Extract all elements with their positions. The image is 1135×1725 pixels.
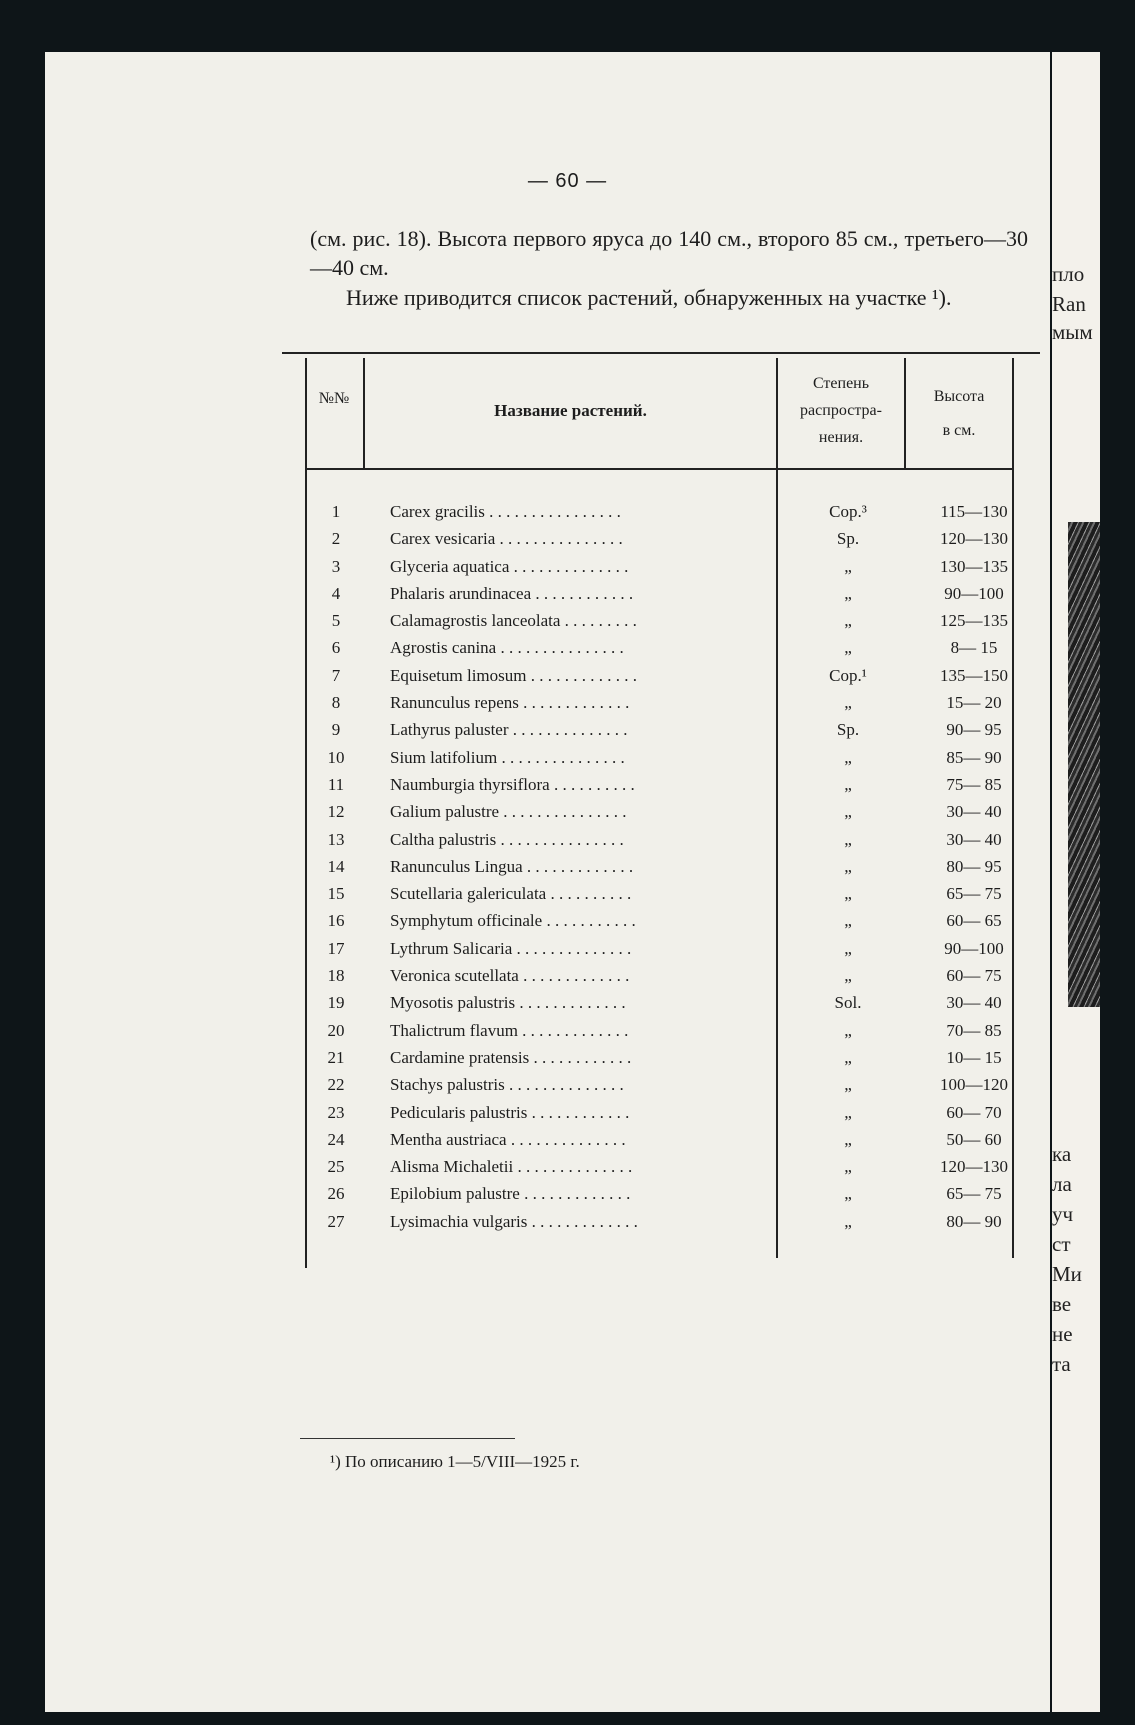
- table-row: [300, 498, 1014, 525]
- plant-height: 70— 85: [946, 1020, 1002, 1040]
- plant-name: Naumburgia thyrsiflora . . . . . . . . . .: [390, 774, 635, 794]
- plant-name: Ranunculus repens . . . . . . . . . . . . .: [390, 693, 630, 713]
- row-number: 13: [327, 829, 345, 849]
- plant-name: Lythrum Salicaria . . . . . . . . . . . . . .: [390, 938, 632, 958]
- distribution-degree: „: [844, 856, 852, 876]
- table-row: [300, 880, 1014, 907]
- header-name: Название растений.: [494, 401, 647, 420]
- plant-name: Veronica scutellata . . . . . . . . . . . . .: [390, 966, 630, 986]
- header-degree: [778, 370, 904, 451]
- distribution-degree: „: [844, 966, 852, 986]
- adjacent-text-fragment: мым: [1052, 320, 1093, 344]
- plant-height: 130—135: [940, 556, 1008, 576]
- row-number: 26: [327, 1184, 345, 1204]
- adjacent-text-fragment: ве: [1052, 1292, 1072, 1316]
- plant-name: Cardamine pratensis . . . . . . . . . . . .: [390, 1047, 632, 1067]
- plant-height: 60— 65: [946, 911, 1002, 931]
- header-height: [906, 380, 1012, 448]
- plant-height: 65— 75: [946, 884, 1002, 904]
- distribution-degree: „: [844, 583, 852, 603]
- distribution-degree: „: [844, 911, 852, 931]
- plant-name: Epilobium palustre . . . . . . . . . . . . .: [390, 1184, 631, 1204]
- distribution-degree: „: [844, 1129, 852, 1149]
- row-number: 4: [331, 583, 341, 603]
- plant-height: 30— 40: [946, 802, 1002, 822]
- row-number: 2: [331, 529, 341, 549]
- row-number: 1: [331, 502, 341, 521]
- plant-name: Myosotis palustris . . . . . . . . . . . . .: [390, 993, 626, 1013]
- distribution-degree: „: [844, 556, 852, 576]
- plant-name: Lathyrus paluster . . . . . . . . . . . . . .: [390, 720, 628, 740]
- plant-height: 80— 95: [946, 856, 1002, 876]
- table-row: [300, 935, 1014, 962]
- table-row: [300, 771, 1014, 798]
- plant-name: Mentha austriaca . . . . . . . . . . . . . .: [390, 1129, 626, 1149]
- plant-name: Ranunculus Lingua . . . . . . . . . . . . .: [390, 856, 634, 876]
- plant-height: 60— 70: [946, 1102, 1002, 1122]
- row-number: 12: [327, 802, 345, 822]
- plant-height: 75— 85: [946, 774, 1002, 794]
- footnote: ¹) По описанию 1—5/VIII—1925 г.: [330, 1452, 580, 1471]
- distribution-degree: Sp.: [836, 529, 860, 549]
- table-row: [300, 689, 1014, 716]
- adjacent-text-fragment: уч: [1052, 1202, 1074, 1226]
- distribution-degree: „: [844, 884, 852, 904]
- plant-height: 90—100: [944, 938, 1004, 958]
- row-number: 6: [331, 638, 341, 658]
- distribution-degree: „: [844, 829, 852, 849]
- row-number: 5: [331, 611, 341, 631]
- adjacent-text-fragment: Ми: [1052, 1262, 1082, 1286]
- plant-height: 15— 20: [946, 693, 1002, 713]
- adjacent-page-strip: [1052, 52, 1100, 1712]
- plant-name: Sium latifolium . . . . . . . . . . . . . . .: [390, 747, 625, 767]
- plant-name: Phalaris arundinacea . . . . . . . . . . . .: [390, 583, 634, 603]
- row-number: 23: [327, 1102, 345, 1122]
- paragraph-intro: (см. рис. 18). Высота первого яруса до 140 см., второго 85 см., третьего—30—40 см.: [310, 226, 1028, 280]
- distribution-degree: Cop.¹: [829, 665, 867, 685]
- table-row: [300, 1126, 1014, 1153]
- table-row: [300, 989, 1014, 1016]
- plant-height: 50— 60: [946, 1129, 1002, 1149]
- table-row: [300, 1071, 1014, 1098]
- distribution-degree: „: [844, 1184, 852, 1204]
- table-row: [300, 1044, 1014, 1071]
- table-row: [300, 1208, 1014, 1235]
- adjacent-text-fragment: ка: [1052, 1142, 1072, 1166]
- distribution-degree: „: [844, 938, 852, 958]
- distribution-degree: „: [844, 1020, 852, 1040]
- row-number: 27: [327, 1211, 345, 1231]
- adjacent-text-fragment: ла: [1052, 1172, 1072, 1196]
- row-number: 22: [327, 1075, 345, 1095]
- plant-height: 8— 15: [950, 638, 998, 658]
- row-number: 9: [331, 720, 341, 740]
- table-row: [300, 634, 1014, 661]
- plant-height: 125—135: [940, 611, 1008, 631]
- table-row: [300, 798, 1014, 825]
- header-degree-line: Степень: [812, 375, 870, 392]
- plant-name: Alisma Michaletii . . . . . . . . . . . . . .: [390, 1157, 633, 1177]
- table-row: [300, 826, 1014, 853]
- table-row: [300, 853, 1014, 880]
- row-number: 7: [331, 665, 341, 685]
- plant-name: Carex gracilis . . . . . . . . . . . . . . . .: [390, 502, 621, 521]
- plant-height: 65— 75: [946, 1184, 1002, 1204]
- row-number: 19: [327, 993, 345, 1013]
- plant-name: Agrostis canina . . . . . . . . . . . . . . .: [390, 638, 624, 658]
- adjacent-text-fragment: Ran: [1052, 292, 1086, 316]
- plant-height: 115—130: [940, 502, 1008, 521]
- plant-name: Scutellaria galericulata . . . . . . . . . .: [390, 884, 632, 904]
- plant-name: Symphytum officinale . . . . . . . . . . .: [390, 911, 636, 931]
- distribution-degree: „: [844, 747, 852, 767]
- table-row: [300, 607, 1014, 634]
- row-number: 17: [327, 938, 345, 958]
- plant-name: Equisetum limosum . . . . . . . . . . . . .: [390, 665, 637, 685]
- distribution-degree: Cop.³: [829, 502, 867, 521]
- plant-height: 10— 15: [946, 1047, 1002, 1067]
- table-row: [300, 716, 1014, 743]
- row-number: 10: [327, 747, 345, 767]
- adjacent-text-fragment: та: [1052, 1352, 1071, 1376]
- adjacent-text-fragment: пло: [1052, 262, 1085, 286]
- row-number: 21: [327, 1047, 345, 1067]
- plant-height: 135—150: [940, 665, 1008, 685]
- adjacent-text-fragment: не: [1052, 1322, 1073, 1346]
- row-number: 18: [327, 966, 345, 986]
- row-number: 14: [327, 856, 345, 876]
- plant-height: 30— 40: [946, 993, 1002, 1013]
- plant-name: Lysimachia vulgaris . . . . . . . . . . . . .: [390, 1211, 638, 1231]
- row-number: 16: [327, 911, 345, 931]
- plant-height: 90— 95: [946, 720, 1002, 740]
- distribution-degree: „: [844, 693, 852, 713]
- plant-name: Carex vesicaria . . . . . . . . . . . . . . .: [390, 529, 623, 549]
- distribution-degree: „: [844, 802, 852, 822]
- table-row: [300, 1017, 1014, 1044]
- plant-name: Glyceria aquatica . . . . . . . . . . . . . .: [390, 556, 629, 576]
- plant-height: 85— 90: [946, 747, 1002, 767]
- plant-table-body: [300, 498, 1014, 1235]
- distribution-degree: „: [844, 1211, 852, 1231]
- row-number: 11: [327, 774, 345, 794]
- table-top-rule: [282, 352, 1040, 354]
- header-degree-line: распростра-: [800, 402, 882, 419]
- header-height-line: Высота: [933, 388, 985, 405]
- table-row: [300, 1180, 1014, 1207]
- plant-height: 60— 75: [946, 966, 1002, 986]
- table-row: [300, 662, 1014, 689]
- table-row: [300, 962, 1014, 989]
- plant-name: Pedicularis palustris . . . . . . . . . . . .: [390, 1102, 630, 1122]
- adjacent-text-fragment: ст: [1052, 1232, 1071, 1256]
- plant-height: 100—120: [940, 1075, 1008, 1095]
- header-no: №№: [318, 390, 350, 407]
- table-row: [300, 525, 1014, 552]
- distribution-degree: „: [844, 1102, 852, 1122]
- header-degree-line: нения.: [818, 429, 864, 446]
- paragraph-list-intro: Ниже приводится список растений, обнаруженных на участке ¹).: [346, 285, 952, 310]
- plant-height: 30— 40: [946, 829, 1002, 849]
- table-row: [300, 1099, 1014, 1126]
- table-row: [300, 744, 1014, 771]
- distribution-degree: „: [844, 1075, 852, 1095]
- row-number: 3: [331, 556, 341, 576]
- table-row: [300, 1153, 1014, 1180]
- distribution-degree: „: [844, 638, 852, 658]
- plant-name: Calamagrostis lanceolata . . . . . . . . .: [390, 611, 637, 631]
- row-number: 20: [327, 1020, 345, 1040]
- table-row: [300, 580, 1014, 607]
- table-row: [300, 553, 1014, 580]
- distribution-degree: „: [844, 774, 852, 794]
- plant-height: 90—100: [944, 583, 1004, 603]
- distribution-degree: „: [844, 1157, 852, 1177]
- plant-name: Stachys palustris . . . . . . . . . . . . . .: [390, 1075, 624, 1095]
- distribution-degree: „: [844, 1047, 852, 1067]
- row-number: 15: [327, 884, 345, 904]
- row-number: 8: [331, 693, 341, 713]
- header-bottom-rule: [305, 468, 1014, 470]
- header-height-line: в см.: [942, 422, 976, 439]
- plant-height: 120—130: [940, 529, 1008, 549]
- distribution-degree: Sol.: [834, 993, 862, 1013]
- row-number: 24: [327, 1129, 345, 1149]
- page-number: — 60 —: [527, 170, 608, 192]
- plant-name: Thalictrum flavum . . . . . . . . . . . . .: [390, 1020, 629, 1040]
- plant-height: 80— 90: [946, 1211, 1002, 1231]
- scan-border: [1100, 52, 1135, 1712]
- plant-name: Galium palustre . . . . . . . . . . . . . . .: [390, 802, 627, 822]
- plant-height: 120—130: [940, 1157, 1008, 1177]
- table-row: [300, 907, 1014, 934]
- plant-name: Caltha palustris . . . . . . . . . . . . . . .: [390, 829, 624, 849]
- footnote-rule: [300, 1438, 515, 1439]
- adjacent-photo: [1068, 522, 1100, 1007]
- distribution-degree: „: [844, 611, 852, 631]
- distribution-degree: Sp.: [836, 720, 860, 740]
- row-number: 25: [327, 1157, 345, 1177]
